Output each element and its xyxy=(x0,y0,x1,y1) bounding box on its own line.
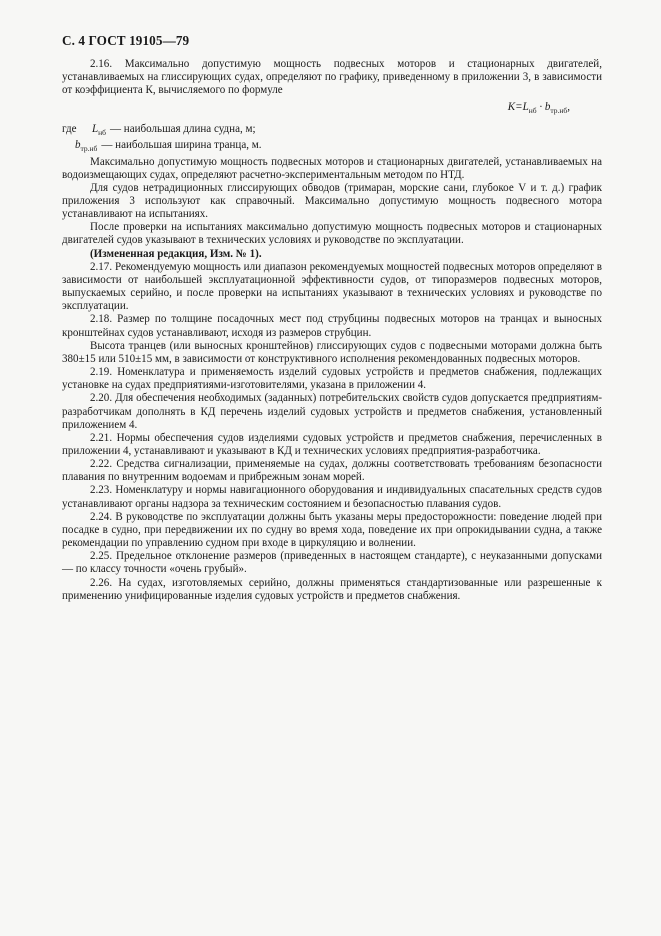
definition-width xyxy=(62,139,602,155)
paragraph-2-16-displacement: Максимально допустимую мощность подвесных моторов и стационарных двигателей, устанавливаемых на водоизмещающих судах, определяют расчетно-экспериментальным методом по НТД. xyxy=(62,155,602,181)
paragraph-2-22: 2.22. Средства сигнализации, применяемые на судах, должны соответствовать требованиям безопасности плавания по внутренним водоемам и прибрежным зонам морей. xyxy=(62,458,602,484)
formula-k xyxy=(62,101,602,117)
definition-lead: где xyxy=(62,122,77,135)
amendment-note: (Измененная редакция, Изм. № 1). xyxy=(90,247,262,260)
formula-lhs: K=L xyxy=(507,101,529,114)
paragraph-2-16-nontraditional: Для судов нетрадиционных глиссирующих обводов (тримаран, морские сани, глубокое V и т. д.) график приложения 3 используют как справочный. Максимально допустимую мощность подвесного мотора устанавливают на испытаниях. xyxy=(62,181,602,221)
paragraph-2-21: 2.21. Нормы обеспечения судов изделиями судовых устройств и предметов снабжения, перечисленных в приложении 4, устанавливают и указывают в КД и технических условиях предприятия-разработчика. xyxy=(62,431,602,457)
formula-end: , xyxy=(567,101,570,114)
paragraph-2-18: 2.18. Размер по толщине посадочных мест под струбцины подвесных моторов на транцах и выносных кронштейнах судов устанавливают, исходя из размеров струбцин. xyxy=(62,313,602,339)
page-header: С. 4 ГОСТ 19105—79 xyxy=(62,33,190,48)
formula-sub-length: нб xyxy=(528,106,537,116)
definition-text: — наибольшая длина судна, м; xyxy=(110,122,256,135)
paragraph-2-25: 2.25. Предельное отклонение размеров (приведенных в настоящем стандарте), с неуказанными допусками — по классу точности «очень грубый». xyxy=(62,550,602,576)
definition-symbol: $b_{тр.нб}$ xyxy=(75,139,98,154)
paragraph-2-20: 2.20. Для обеспечения необходимых (заданных) потребительских свойств судов допускается предприятиям-разработчикам дополнять в КД перечень изделий судовых устройств и предметов снабжения, установленный приложением 4. xyxy=(62,392,602,431)
paragraph-2-23: 2.23. Номенклатуру и нормы навигационного оборудования и индивидуальных спасательных средств судов устанавливают органы надзора за техническим состоянием и безопасностью плавания судов. xyxy=(62,484,602,510)
definition-text: — наибольшая ширина транца, м. xyxy=(101,139,262,152)
paragraph-2-19: 2.19. Номенклатура и применяемость изделий судовых устройств и предметов снабжения, подлежащих установке на судах предприятиями-изготовителями, указана в приложении 4. xyxy=(62,366,602,392)
definition-length xyxy=(62,123,602,139)
paragraph-2-26: 2.26. На судах, изготовляемых серийно, должны применяться стандартизованные или разрешенные к применению унифицированные изделия судовых устройств и предметов снабжения. xyxy=(62,576,602,602)
paragraph-2-16: 2.16. Максимально допустимую мощность подвесных моторов и стационарных двигателей, устанавливаемых на глиссирующих судах, определяют по графику, приведенному в приложении 3, в зависимости от коэффициента К, вычисляемого по формуле xyxy=(62,58,602,97)
document-body xyxy=(62,58,602,603)
formula-mid: · b xyxy=(536,101,551,114)
paragraph-2-18-height: Высота транцев (или выносных кронштейнов) глиссирующих судов с подвесными моторами должна быть 380±15 или 510±15 мм, в зависимости от конструктивного исполнения рекомендованных подвесных моторов. xyxy=(62,339,602,365)
paragraph-2-17: 2.17. Рекомендуемую мощность или диапазон рекомендуемых мощностей подвесных моторов определяют в зависимости от наибольшей эксплуатационной эффективности судов, от типоразмеров подвесных моторов, выпускаемых серийно, и после проверки на испытаниях указывают в технических условиях и руководстве по эксплуатации. xyxy=(62,260,602,313)
formula-definitions xyxy=(62,123,602,156)
paragraph-2-24: 2.24. В руководстве по эксплуатации должны быть указаны меры предосторожности: поведение людей при посадке в судно, при передвижении их по судну во время хода, поведение их при опрокидывании судна, а также рекомендации по управлению судном при входе в циркуляцию и волнении. xyxy=(62,510,602,550)
formula-sub-width: тр.нб xyxy=(550,106,568,116)
definition-symbol: $L_{нб}$ xyxy=(92,122,106,138)
paragraph-2-16-after-tests: После проверки на испытаниях максимально допустимую мощность подвесных моторов и стационарных двигателей судов указывают в технических условиях и руководстве по эксплуатации. xyxy=(62,221,602,247)
